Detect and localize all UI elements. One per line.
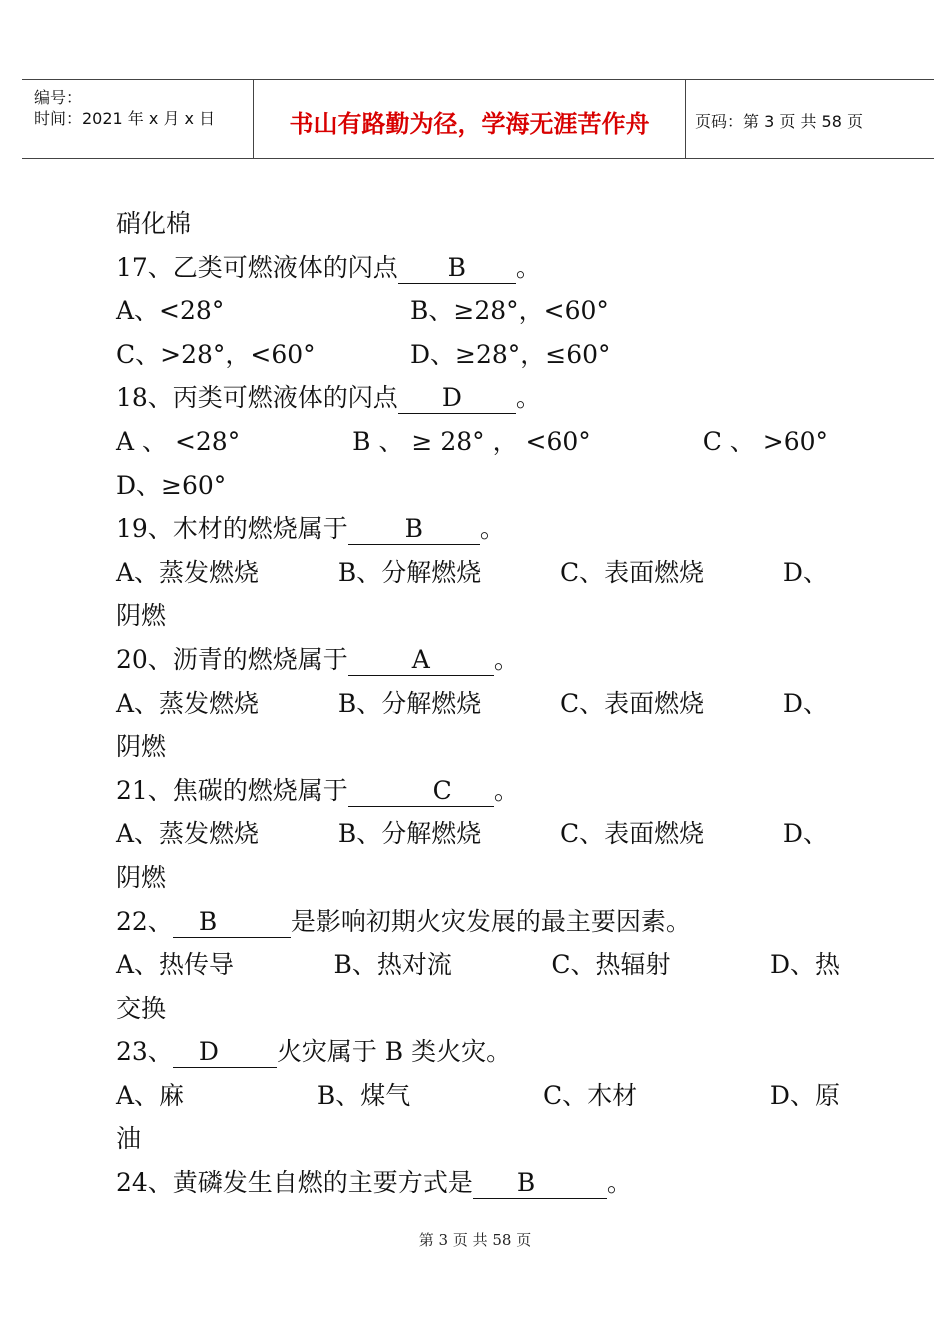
answer-blank bbox=[173, 907, 291, 938]
option-d-text: 阴燃 bbox=[116, 862, 167, 892]
option-c: C、表面燃烧 bbox=[560, 819, 705, 849]
option-c: C、表面燃烧 bbox=[560, 557, 705, 587]
option-d: D、 bbox=[782, 688, 828, 718]
option-d: D、热 bbox=[769, 950, 840, 980]
question-end: 。 bbox=[479, 514, 505, 544]
page-footer: 第 3 页 共 58 页 bbox=[418, 1231, 532, 1249]
options-22-row2 bbox=[116, 987, 856, 1031]
option-d: D、≥60° bbox=[116, 470, 227, 500]
options-21-row1 bbox=[116, 812, 828, 856]
option-d: D、 bbox=[782, 557, 828, 587]
question-23 bbox=[116, 1030, 856, 1074]
question-number: 22、 bbox=[116, 906, 173, 936]
question-text: 20、沥青的燃烧属于 bbox=[116, 644, 348, 674]
question-text: 18、丙类可燃液体的闪点 bbox=[116, 383, 398, 413]
option-c: C、>28°，<60° bbox=[116, 339, 316, 369]
question-text: 24、黄磷发生自燃的主要方式是 bbox=[116, 1168, 473, 1198]
answer-blank bbox=[473, 1168, 607, 1199]
question-20 bbox=[116, 638, 856, 682]
question-end: 。 bbox=[606, 1168, 632, 1198]
question-number: 23、 bbox=[116, 1037, 173, 1067]
options-19-row2 bbox=[116, 594, 856, 638]
options-20-row1 bbox=[116, 682, 828, 726]
question-21 bbox=[116, 769, 856, 813]
answer-blank: B bbox=[398, 253, 516, 284]
options-17-row1 bbox=[116, 289, 856, 333]
option-c: C、热辐射 bbox=[551, 950, 671, 980]
answer-letter: B bbox=[516, 1168, 536, 1198]
question-text: 是影响初期火灾发展的最主要因素。 bbox=[290, 906, 691, 936]
question-end: 。 bbox=[493, 775, 519, 805]
question-22 bbox=[116, 900, 856, 944]
option-d: D、原 bbox=[769, 1080, 840, 1110]
options-23-row1 bbox=[116, 1074, 840, 1118]
option-c: C、木材 bbox=[543, 1080, 638, 1110]
option-b: B、煤气 bbox=[316, 1080, 411, 1110]
option-d: D、≥28°，≤60° bbox=[410, 339, 611, 369]
answer-blank bbox=[398, 383, 516, 414]
options-19-row1 bbox=[116, 551, 828, 595]
question-19 bbox=[116, 507, 856, 551]
option-b: B、分解燃烧 bbox=[337, 557, 482, 587]
option-c: C 、 >60° bbox=[702, 426, 828, 456]
answer-blank: B bbox=[348, 514, 480, 545]
option-a: A、蒸发燃烧 bbox=[116, 557, 260, 587]
question-24 bbox=[116, 1161, 856, 1205]
options-23-row2 bbox=[116, 1117, 856, 1161]
option-b: B、≥28°，<60° bbox=[410, 296, 609, 326]
answer-letter: D bbox=[198, 1037, 219, 1067]
option-a: A、蒸发燃烧 bbox=[116, 688, 260, 718]
answer-letter: B bbox=[198, 906, 218, 936]
answer-blank bbox=[348, 776, 494, 807]
options-18-row2 bbox=[116, 464, 856, 508]
option-a: A 、 <28° bbox=[116, 426, 241, 456]
option-d-text: 阴燃 bbox=[116, 601, 167, 631]
question-18 bbox=[116, 376, 856, 420]
option-d-text: 阴燃 bbox=[116, 732, 167, 762]
page-label: 页码：第 3 页 共 58 页 bbox=[695, 112, 863, 131]
option-d: D、 bbox=[782, 819, 828, 849]
answer-letter: D bbox=[441, 383, 462, 413]
answer-blank: A bbox=[348, 645, 494, 676]
question-text: 19、木材的燃烧属于 bbox=[116, 514, 348, 544]
option-c: C、表面燃烧 bbox=[560, 688, 705, 718]
header-page-cell bbox=[685, 80, 934, 158]
options-18-row1 bbox=[116, 420, 828, 464]
option-d-text: 交换 bbox=[116, 993, 167, 1023]
question-end: 。 bbox=[515, 383, 541, 413]
question-end: 。 bbox=[493, 644, 519, 674]
option-b: B、热对流 bbox=[333, 950, 452, 980]
answer-letter: C bbox=[432, 775, 452, 805]
option-a: A、<28° bbox=[116, 296, 225, 326]
question-text: 21、焦碳的燃烧属于 bbox=[116, 775, 348, 805]
question-text: 17、乙类可燃液体的闪点 bbox=[116, 252, 398, 282]
document-body bbox=[116, 202, 856, 1205]
option-a: A、麻 bbox=[116, 1080, 185, 1110]
option-a: A、热传导 bbox=[116, 950, 235, 980]
prev-question-tail: 硝化棉 bbox=[116, 209, 192, 238]
header-motto-cell bbox=[253, 80, 686, 158]
question-text: 火灾属于 B 类火灾。 bbox=[276, 1037, 512, 1067]
question-17 bbox=[116, 246, 856, 290]
header-meta-cell bbox=[22, 80, 253, 158]
option-d-text: 油 bbox=[116, 1124, 142, 1154]
time-label: 时间：2021 年 x 月 x 日 bbox=[34, 109, 216, 128]
options-21-row2 bbox=[116, 856, 856, 900]
question-end: 。 bbox=[515, 252, 541, 282]
option-b: B、分解燃烧 bbox=[337, 819, 482, 849]
option-a: A、蒸发燃烧 bbox=[116, 819, 260, 849]
options-22-row1 bbox=[116, 943, 840, 987]
option-b: B 、 ≥ 28° ， <60° bbox=[352, 426, 591, 456]
answer-blank bbox=[173, 1037, 277, 1068]
header-table bbox=[22, 79, 934, 159]
motto-text: 书山有路勤为径，学海无涯苦作舟 bbox=[289, 110, 650, 138]
options-20-row2 bbox=[116, 725, 856, 769]
option-b: B、分解燃烧 bbox=[337, 688, 482, 718]
options-17-row2 bbox=[116, 333, 856, 377]
number-label: 编号： bbox=[34, 88, 83, 107]
